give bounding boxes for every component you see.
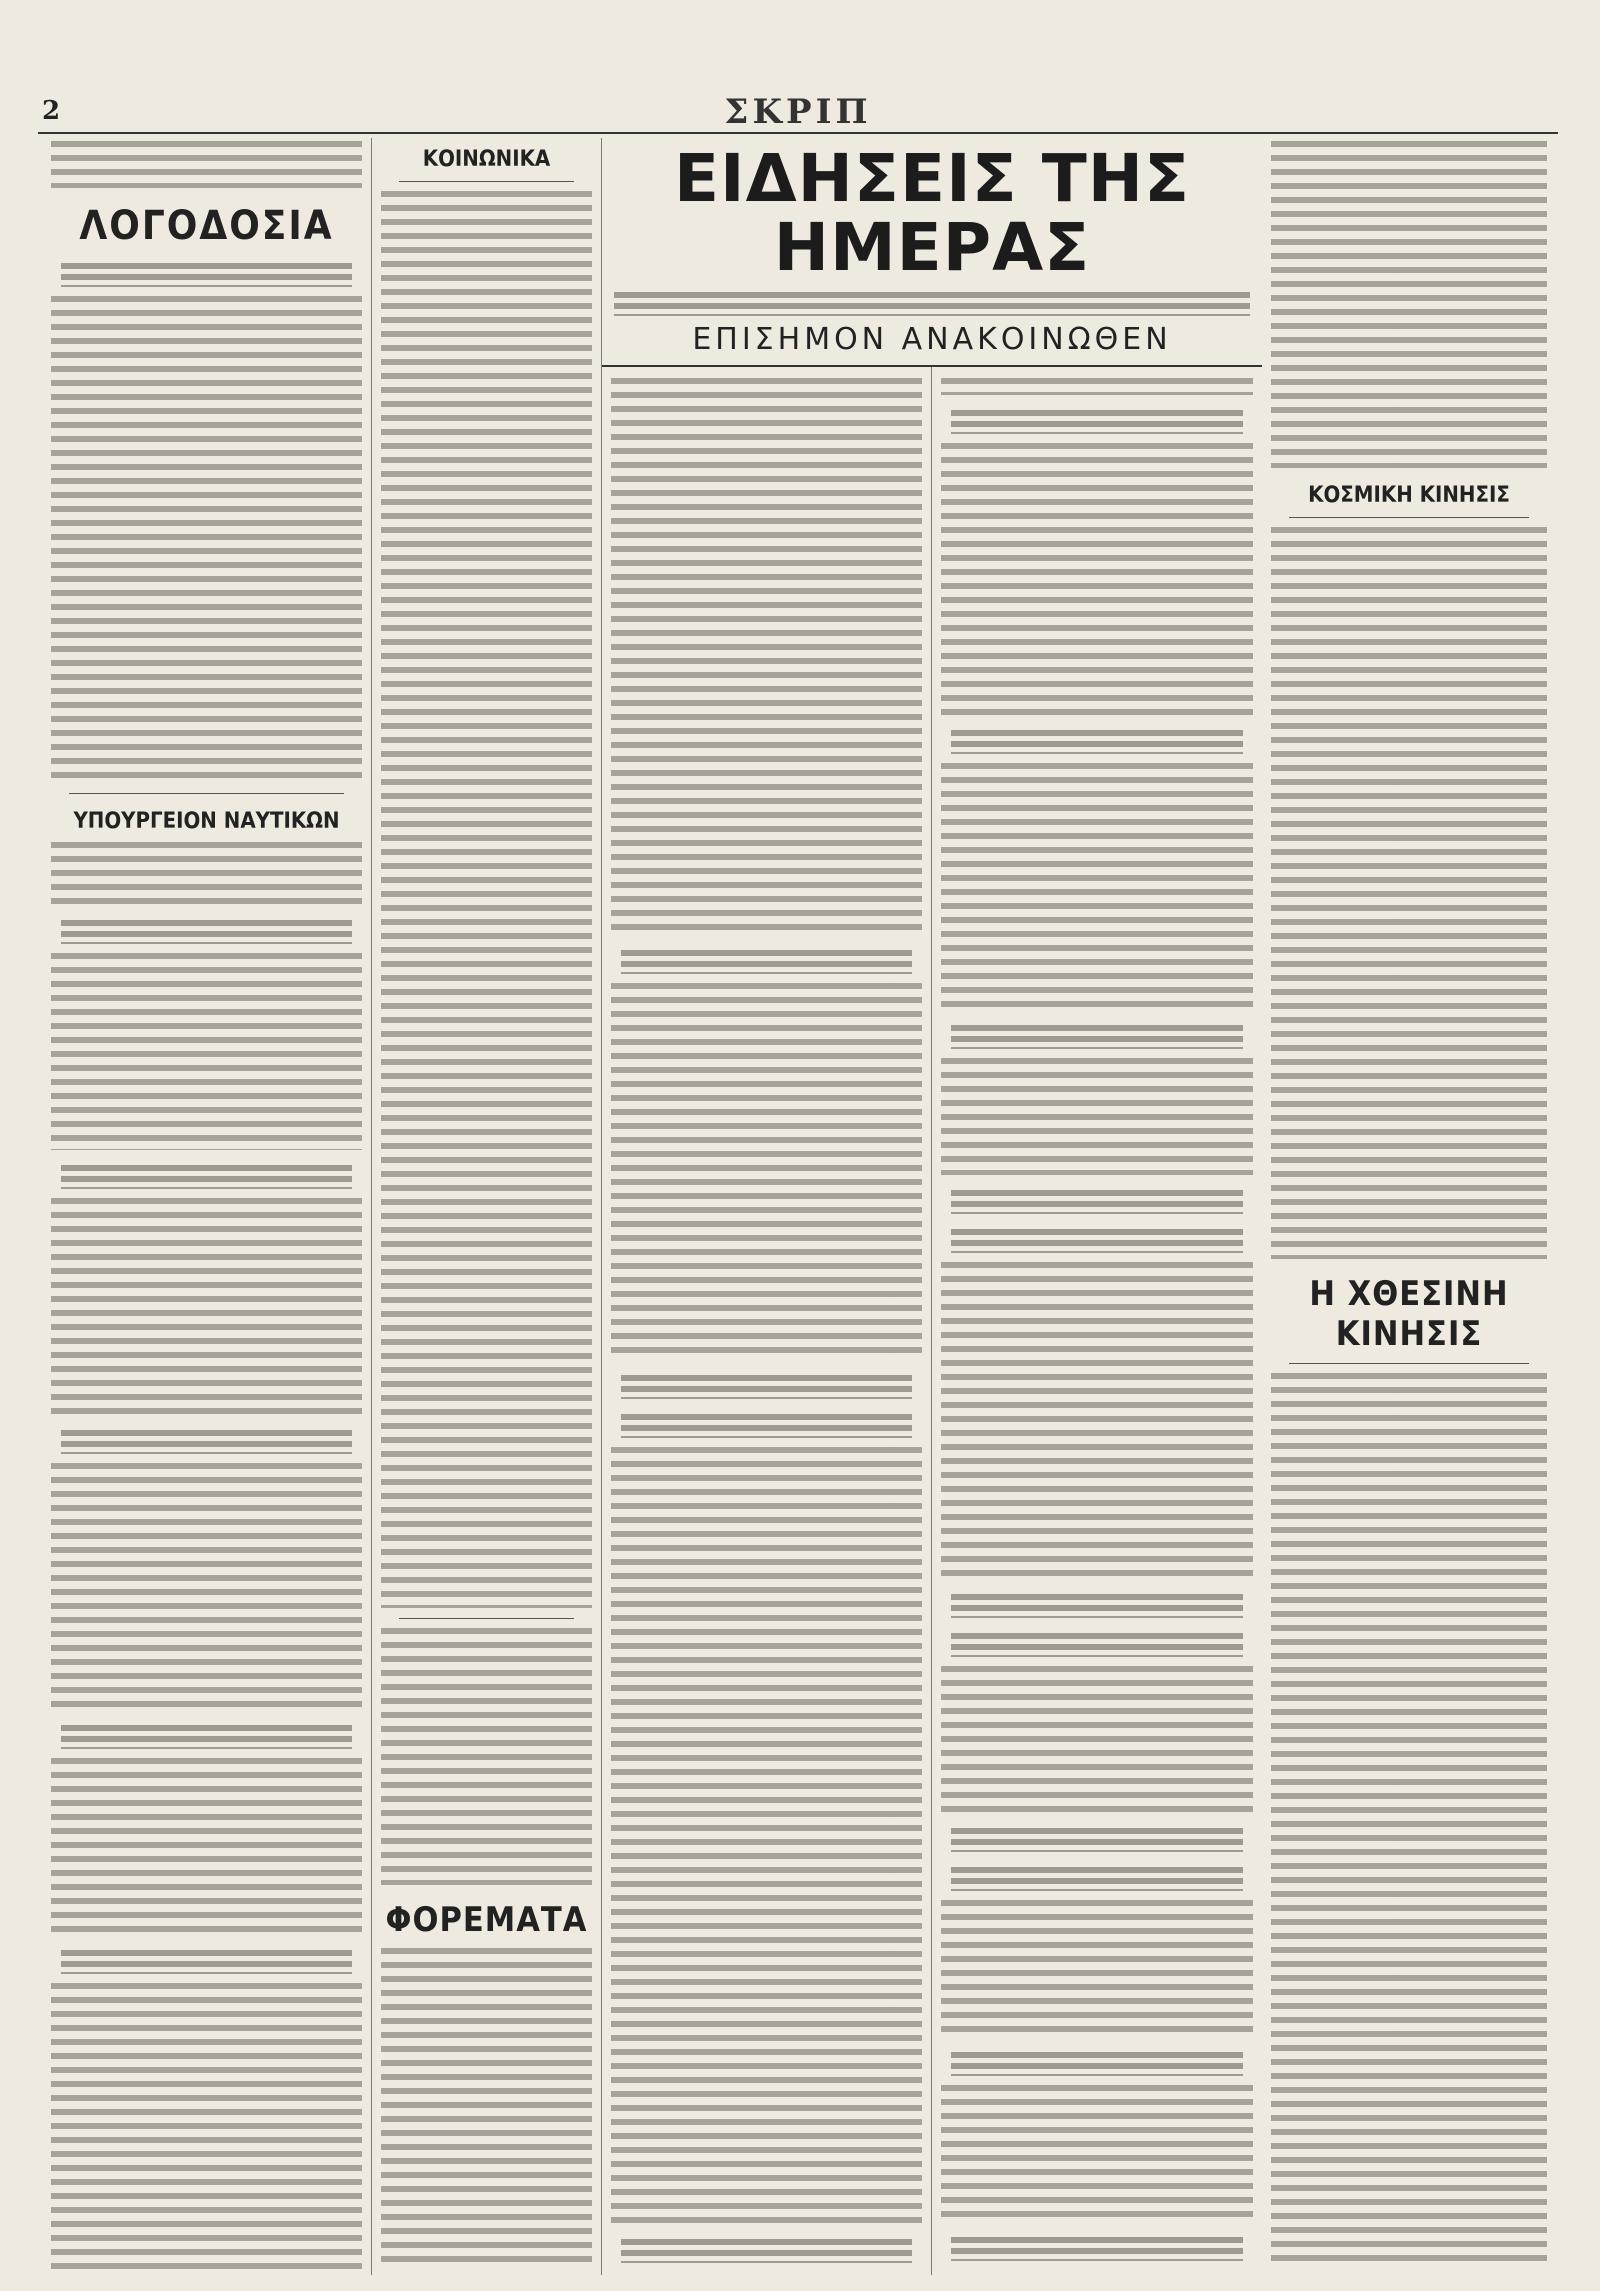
page-number: 2: [42, 96, 61, 126]
article-heading-placeholder: [951, 2237, 1243, 2261]
section-heading-dresses: ΦΟΡΕΜΑΤΑ: [385, 1900, 588, 1940]
article-heading-placeholder: [621, 1375, 912, 1399]
banner-subtitle: ΕΠΙΣΗΜΟΝ ΑΝΑΚΟΙΝΩΘΕΝ: [692, 321, 1172, 357]
article-heading-placeholder: [61, 1950, 352, 1974]
article-heading-placeholder: [951, 1828, 1243, 1852]
running-header: [38, 92, 1558, 134]
article-heading-placeholder: [951, 1229, 1243, 1253]
article-heading-placeholder: [951, 2052, 1243, 2076]
article-heading-placeholder: [621, 2239, 912, 2263]
article-text: [51, 1460, 362, 1710]
column-1: [42, 138, 372, 2275]
article-text: [941, 1259, 1253, 1579]
article-heading-placeholder: [951, 1633, 1243, 1657]
article-text: [941, 2082, 1253, 2222]
section-divider: [69, 793, 344, 794]
article-heading-placeholder: [951, 1190, 1243, 1214]
article-text: [1271, 524, 1547, 1259]
article-heading-placeholder: [61, 920, 352, 944]
article-text: [941, 1663, 1253, 1813]
article-text: [51, 138, 362, 188]
article-text: [51, 1755, 362, 1935]
banner-title: ΕΙΔΗΣΕΙΣ ΤΗΣ ΗΜΕΡΑΣ: [673, 140, 1191, 287]
column-3: [602, 367, 932, 2275]
column-grid: [42, 138, 1556, 2260]
article-text: [381, 1625, 592, 1885]
article-text: [611, 980, 922, 1360]
article-text: [51, 293, 362, 783]
center-columns: [602, 367, 1262, 2275]
section-divider: [399, 181, 574, 182]
article-heading-placeholder: [61, 1165, 352, 1189]
article-text: [51, 950, 362, 1150]
section-heading-yesterday-movement: Η ΧΘΕΣΙΝΗ ΚΙΝΗΣΙΣ: [1309, 1274, 1509, 1354]
article-heading-placeholder: [951, 1867, 1243, 1891]
article-text: [941, 1897, 1253, 2037]
news-banner: [602, 138, 1262, 367]
article-heading-placeholder: [951, 1025, 1243, 1049]
front-news-block: [602, 138, 1262, 2275]
column-5: [1262, 138, 1556, 2275]
article-text: [1271, 1370, 1547, 2269]
article-heading-placeholder: [61, 1725, 352, 1749]
article-heading-placeholder: [951, 410, 1243, 434]
section-heading-social-movement: ΚΟΣΜΙΚΗ ΚΙΝΗΣΙΣ: [1308, 483, 1510, 508]
section-divider: [1289, 1363, 1529, 1364]
article-heading-placeholder: [621, 950, 912, 974]
article-heading-placeholder: [61, 263, 352, 287]
article-text: [611, 375, 922, 935]
article-text: [611, 1444, 922, 2224]
article-text: [941, 440, 1253, 715]
article-heading-placeholder: [951, 730, 1243, 754]
article-text: [381, 188, 592, 1608]
column-2: [372, 138, 602, 2275]
section-divider: [399, 1618, 574, 1619]
article-text: [51, 839, 362, 905]
article-text: [51, 1980, 362, 2269]
masthead-name: ΣΚΡΙΠ: [724, 92, 872, 132]
article-text: [941, 2267, 1253, 2269]
article-heading-placeholder: [951, 1594, 1243, 1618]
article-heading-placeholder: [621, 1414, 912, 1438]
section-divider: [1289, 517, 1529, 518]
article-text: [941, 1055, 1253, 1175]
section-heading-ministry-navy: ΥΠΟΥΡΓΕΙΟΝ ΝΑΥΤΙΚΩΝ: [73, 809, 340, 834]
article-text: [381, 1945, 592, 2269]
article-text: [941, 760, 1253, 1010]
section-heading-logodosia: ΛΟΓΟΔΟΣΙΑ: [79, 203, 334, 249]
article-text: [941, 375, 1253, 395]
section-heading-social: ΚΟΙΝΩΝΙΚΑ: [422, 147, 551, 172]
article-text: [1271, 138, 1547, 468]
article-text: [51, 1195, 362, 1415]
column-4: [932, 367, 1262, 2275]
banner-heading-placeholder: [614, 292, 1250, 316]
article-heading-placeholder: [61, 1430, 352, 1454]
